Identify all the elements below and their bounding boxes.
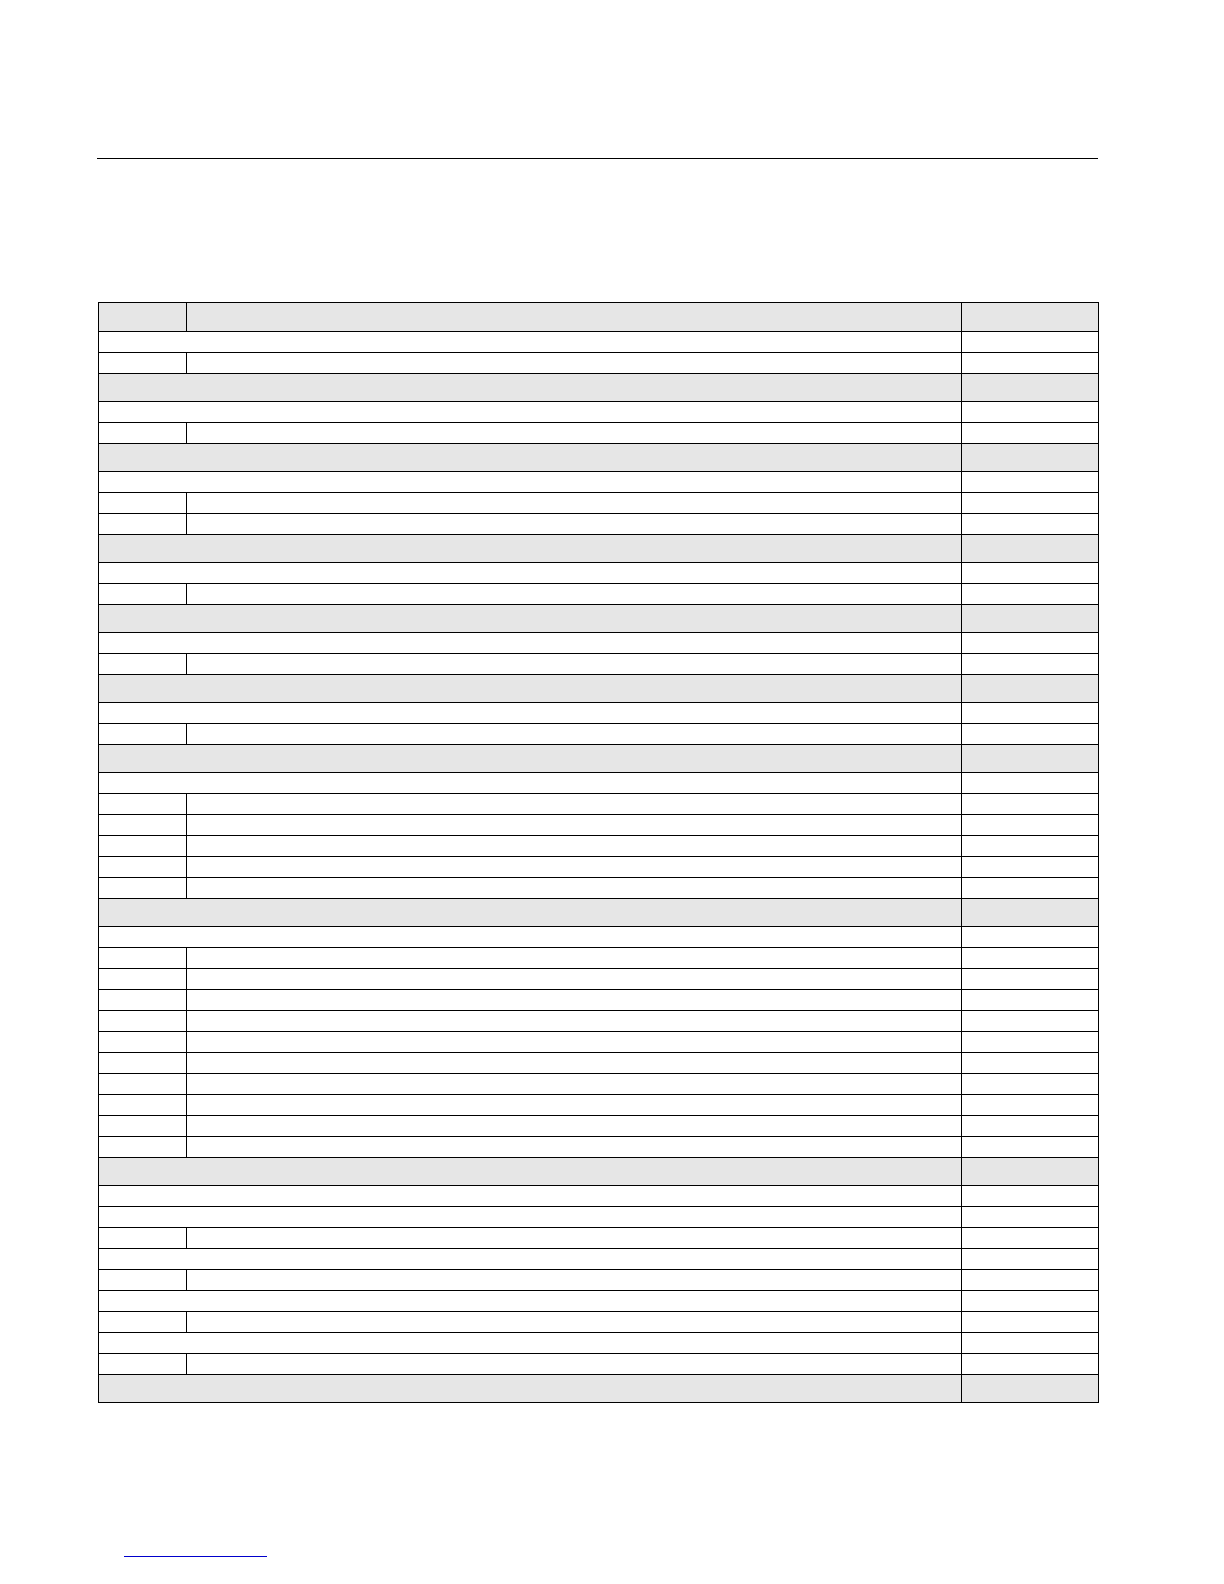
line-item-row [99,493,1099,514]
amount-cell[interactable] [962,969,1099,990]
line-item-row [99,1053,1099,1074]
line-code-cell [99,815,187,836]
subheading-cell [99,1291,962,1312]
total-label-cell [99,1375,962,1403]
line-description-cell [187,423,962,444]
line-description-cell [187,1074,962,1095]
line-description-cell [187,584,962,605]
line-code-cell [99,794,187,815]
line-code-cell [99,1116,187,1137]
line-description-cell [187,969,962,990]
line-item-row [99,353,1099,374]
subheading-row [99,472,1099,493]
amount-cell[interactable] [962,1074,1099,1095]
amount-cell[interactable] [962,1032,1099,1053]
section-title-cell [99,535,962,563]
line-description-cell [187,878,962,899]
line-code-cell [99,990,187,1011]
section-header-row [99,535,1099,563]
amount-cell[interactable] [962,1158,1099,1186]
line-code-cell [99,1074,187,1095]
line-description-cell [187,353,962,374]
line-description-cell [187,1354,962,1375]
line-code-cell [99,1095,187,1116]
amount-cell[interactable] [962,899,1099,927]
subheading-row [99,703,1099,724]
line-item-row [99,1354,1099,1375]
subheading-cell [99,1207,962,1228]
line-description-cell [187,654,962,675]
amount-cell[interactable] [962,654,1099,675]
subheading-row [99,332,1099,353]
line-code-cell [99,1354,187,1375]
line-code-cell [99,654,187,675]
line-code-cell [99,584,187,605]
line-item-row [99,1116,1099,1137]
amount-cell[interactable] [962,724,1099,745]
amount-cell[interactable] [962,878,1099,899]
amount-cell[interactable] [962,535,1099,563]
subheading-cell [99,472,962,493]
line-description-cell [187,1137,962,1158]
line-item-row [99,423,1099,444]
subheading-row [99,633,1099,654]
amount-cell[interactable] [962,836,1099,857]
line-item-row [99,1032,1099,1053]
line-code-cell [99,514,187,535]
header-amount-cell [962,303,1099,332]
subheading-cell [99,927,962,948]
line-item-row [99,815,1099,836]
line-code-cell [99,969,187,990]
amount-cell[interactable] [962,584,1099,605]
amount-cell[interactable] [962,1249,1099,1270]
amount-cell[interactable] [962,703,1099,724]
amount-cell[interactable] [962,423,1099,444]
section-title-cell [99,444,962,472]
amount-cell[interactable] [962,1291,1099,1312]
subheading-row [99,402,1099,423]
line-description-cell [187,1312,962,1333]
line-item-row [99,1312,1099,1333]
amount-cell[interactable] [962,927,1099,948]
amount-cell[interactable] [962,815,1099,836]
line-description-cell [187,493,962,514]
line-item-row [99,969,1099,990]
line-description-cell [187,1228,962,1249]
amount-cell[interactable] [962,948,1099,969]
line-code-cell [99,1228,187,1249]
line-code-cell [99,423,187,444]
line-description-cell [187,990,962,1011]
line-description-cell [187,1011,962,1032]
line-code-cell [99,1011,187,1032]
subheading-row [99,1291,1099,1312]
line-description-cell [187,836,962,857]
amount-cell[interactable] [962,1228,1099,1249]
line-code-cell [99,493,187,514]
subheading-cell [99,1249,962,1270]
amount-cell[interactable] [962,1116,1099,1137]
amount-cell[interactable] [962,1333,1099,1354]
section-header-row [99,374,1099,402]
section-header-row [99,675,1099,703]
amount-cell[interactable] [962,794,1099,815]
line-description-cell [187,857,962,878]
section-header-row [99,745,1099,773]
amount-cell[interactable] [962,605,1099,633]
line-item-row [99,990,1099,1011]
line-code-cell [99,1032,187,1053]
line-item-row [99,948,1099,969]
line-code-cell [99,836,187,857]
amount-cell[interactable] [962,514,1099,535]
table-header-row [99,303,1099,332]
subheading-cell [99,402,962,423]
subheading-row [99,927,1099,948]
amount-cell[interactable] [962,1186,1099,1207]
amount-cell[interactable] [962,1011,1099,1032]
line-item-row [99,1011,1099,1032]
amount-cell[interactable] [962,1137,1099,1158]
amount-cell[interactable] [962,1053,1099,1074]
amount-cell[interactable] [962,1207,1099,1228]
line-item-row [99,584,1099,605]
amount-cell[interactable] [962,675,1099,703]
section-header-row [99,899,1099,927]
amount-cell[interactable] [962,1354,1099,1375]
line-item-row [99,1270,1099,1291]
subheading-row [99,773,1099,794]
subheading-cell [99,703,962,724]
line-item-row [99,514,1099,535]
amount-cell[interactable] [962,332,1099,353]
line-item-row [99,724,1099,745]
amount-cell[interactable] [962,444,1099,472]
subheading-cell [99,332,962,353]
footer-link[interactable] [124,1556,267,1557]
line-description-cell [187,514,962,535]
subheading-row [99,563,1099,584]
subheading-cell [99,563,962,584]
line-description-cell [187,1270,962,1291]
line-code-cell [99,353,187,374]
section-title-cell [99,675,962,703]
subheading-row [99,1333,1099,1354]
line-description-cell [187,1116,962,1137]
line-item-row [99,836,1099,857]
line-item-row [99,654,1099,675]
amount-cell[interactable] [962,1270,1099,1291]
line-code-cell [99,1270,187,1291]
amount-cell[interactable] [962,990,1099,1011]
line-item-row [99,1228,1099,1249]
section-header-row [99,1158,1099,1186]
amount-cell[interactable] [962,745,1099,773]
total-row [99,1375,1099,1403]
form-table [98,302,1099,1403]
line-description-cell [187,815,962,836]
amount-cell[interactable] [962,773,1099,794]
line-description-cell [187,724,962,745]
subheading-row [99,1249,1099,1270]
line-item-row [99,794,1099,815]
amount-cell[interactable] [962,633,1099,654]
amount-cell[interactable] [962,374,1099,402]
section-header-row [99,605,1099,633]
header-description-cell [187,303,962,332]
line-description-cell [187,1095,962,1116]
section-title-cell [99,745,962,773]
line-item-row [99,857,1099,878]
subheading-cell [99,1333,962,1354]
amount-cell[interactable] [962,353,1099,374]
line-code-cell [99,1137,187,1158]
line-item-row [99,1095,1099,1116]
line-item-row [99,1074,1099,1095]
subheading-cell [99,1186,962,1207]
section-header-row [99,444,1099,472]
form-table-body [99,303,1099,1403]
amount-cell[interactable] [962,493,1099,514]
subheading-row [99,1186,1099,1207]
line-code-cell [99,948,187,969]
line-description-cell [187,948,962,969]
amount-cell[interactable] [962,857,1099,878]
line-code-cell [99,724,187,745]
header-rule [97,158,1098,159]
subheading-row [99,1207,1099,1228]
amount-cell[interactable] [962,402,1099,423]
total-amount-cell[interactable] [962,1375,1099,1403]
line-code-cell [99,857,187,878]
line-description-cell [187,1053,962,1074]
subheading-cell [99,773,962,794]
line-code-cell [99,1312,187,1333]
section-title-cell [99,605,962,633]
line-code-cell [99,878,187,899]
subheading-cell [99,633,962,654]
header-code-cell [99,303,187,332]
section-title-cell [99,899,962,927]
line-item-row [99,878,1099,899]
amount-cell[interactable] [962,563,1099,584]
line-item-row [99,1137,1099,1158]
line-code-cell [99,1053,187,1074]
line-description-cell [187,1032,962,1053]
amount-cell[interactable] [962,1312,1099,1333]
section-title-cell [99,374,962,402]
amount-cell[interactable] [962,1095,1099,1116]
section-title-cell [99,1158,962,1186]
amount-cell[interactable] [962,472,1099,493]
line-description-cell [187,794,962,815]
